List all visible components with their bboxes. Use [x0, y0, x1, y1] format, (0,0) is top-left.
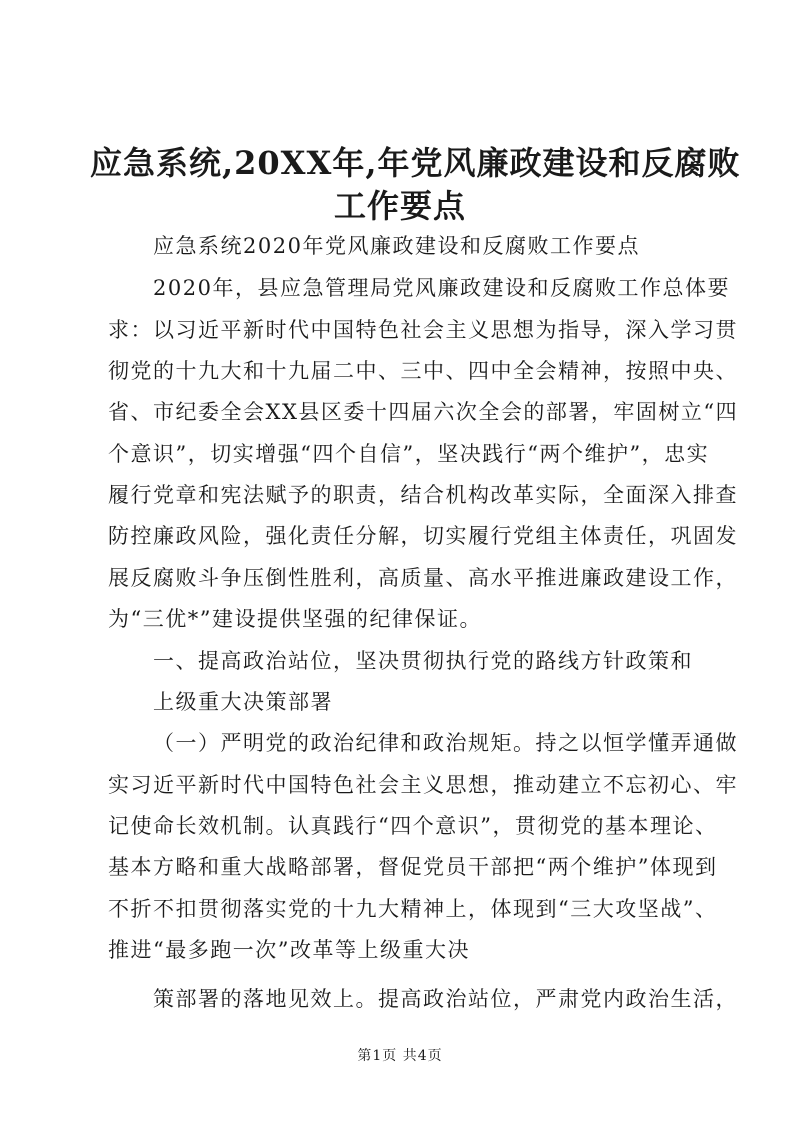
body-line: 推进“最多跑一次”改革等上级重大决 [108, 938, 470, 962]
body-line: 个意识”，切实增强“四个自信”，坚决践行“两个维护”，忠实 [108, 442, 710, 466]
body-line: 防控廉政风险，强化责任分解，切实履行党组主体责任，巩固发 [108, 524, 738, 548]
body-line: 履行党章和宪法赋予的职责，结合机构改革实际，全面深入排查 [108, 483, 738, 507]
body-line: 记使命长效机制。认真践行“四个意识”，贯彻党的基本理论、 [108, 814, 718, 838]
body-line: 展反腐败斗争压倒性胜利，高质量、高水平推进廉政建设工作， [108, 566, 738, 590]
body-line: 策部署的落地见效上。提高政治站位，严肃党内政治生活， [153, 987, 738, 1011]
body-line: 不折不扣贯彻落实党的十九大精神上，体现到“三大攻坚战”、 [108, 897, 718, 921]
body-line: 实习近平新时代中国特色社会主义思想，推动建立不忘初心、牢 [108, 773, 738, 797]
page-number-footer: 第1页 共4页 [357, 1048, 443, 1064]
body-line: 为“三优*”建设提供坚强的纪律保证。 [108, 607, 482, 631]
body-line: 求：以习近平新时代中国特色社会主义思想为指导，深入学习贯 [108, 318, 738, 342]
body-line: 2020年，县应急管理局党风廉政建设和反腐败工作总体要 [153, 276, 730, 300]
document-title-line-1: 应急系统,20XX年,年党风廉政建设和反腐败 [90, 144, 741, 182]
body-line: 彻党的十九大和十九届二中、三中、四中全会精神，按照中央、 [108, 359, 738, 383]
body-line: 基本方略和重大战略部署，督促党员干部把“两个维护”体现到 [108, 855, 718, 879]
body-line: （一）严明党的政治纪律和政治规矩。持之以恒学懂弄通做 [153, 731, 738, 755]
body-line: 省、市纪委全会XX县区委十四届六次全会的部署，牢固树立“四 [108, 400, 739, 424]
section-heading-line: 上级重大决策部署 [153, 690, 333, 714]
document-title-line-2: 工作要点 [333, 187, 466, 225]
section-heading-line: 一、提高政治站位，坚决贯彻执行党的路线方针政策和 [153, 649, 693, 673]
body-line: 应急系统2020年党风廉政建设和反腐败工作要点 [153, 234, 640, 258]
